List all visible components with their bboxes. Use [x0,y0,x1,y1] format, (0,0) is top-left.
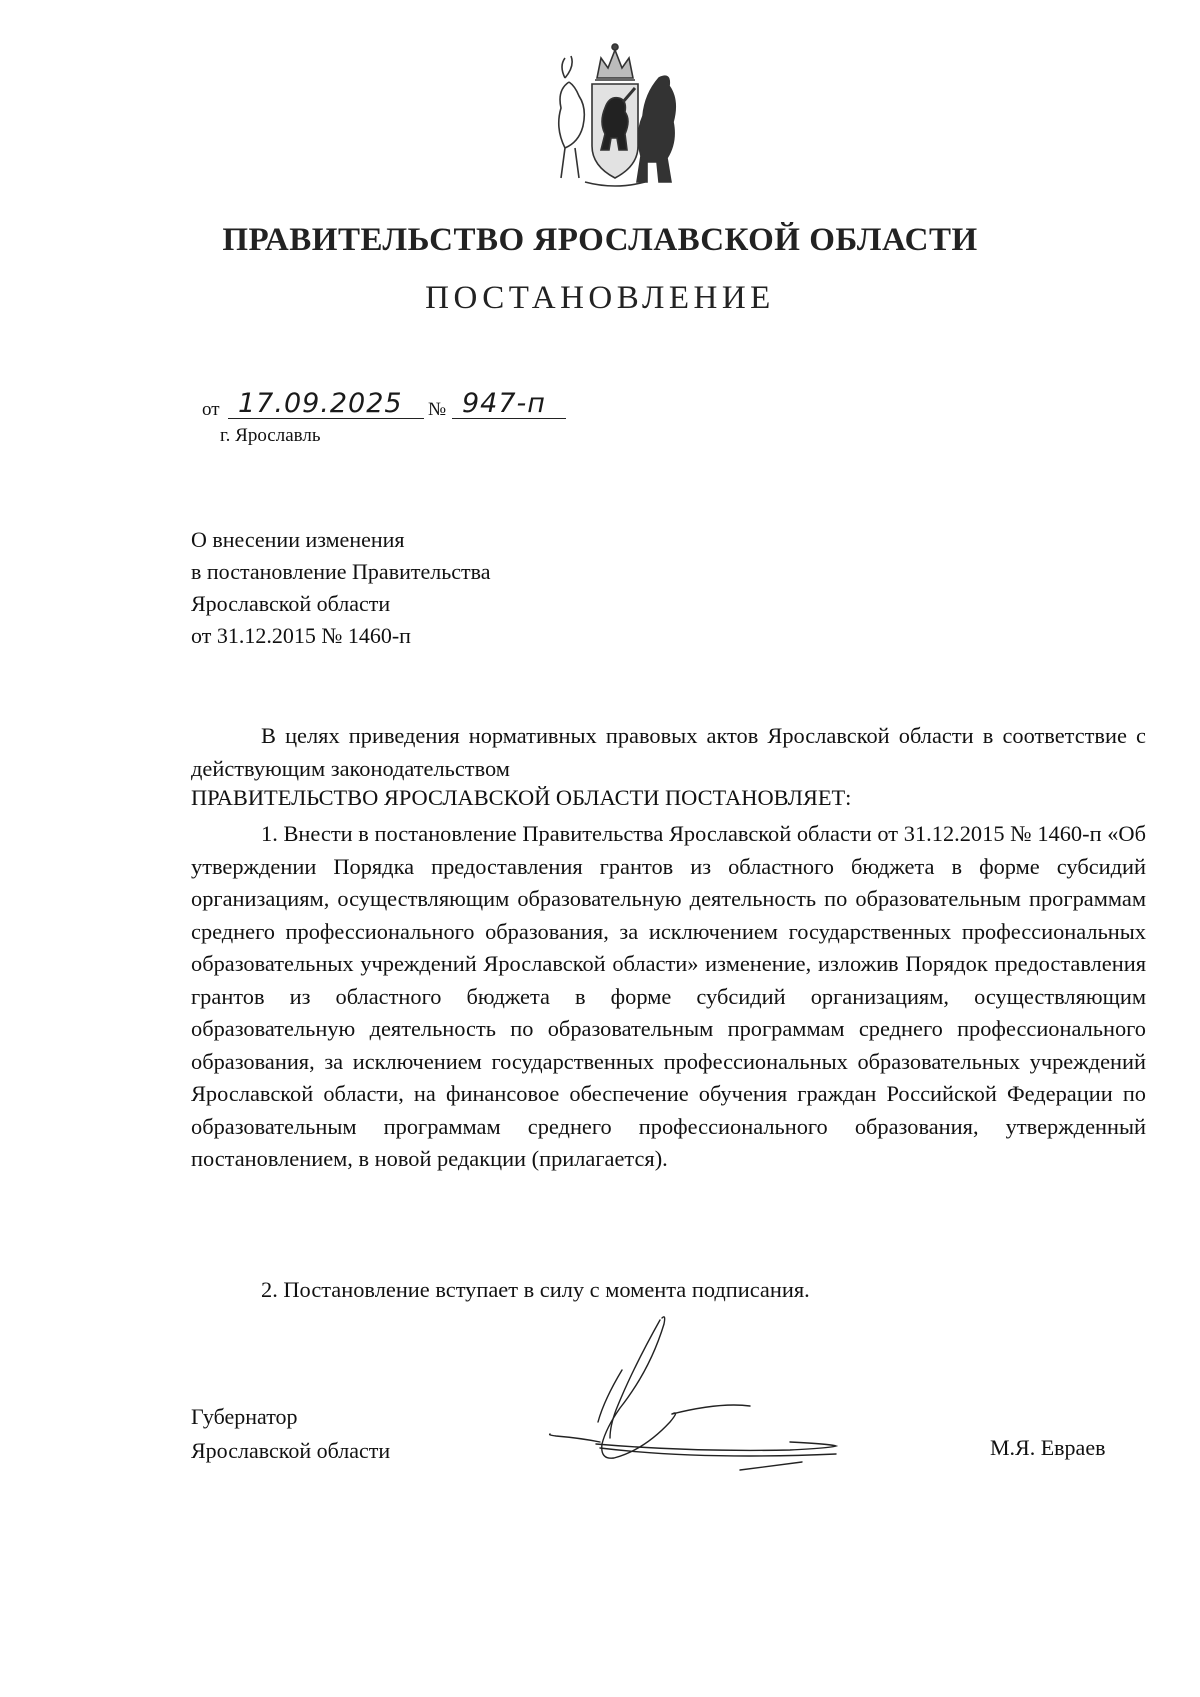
subject-line: в постановление Правительства [191,559,491,584]
date-prefix: от [202,399,220,420]
organization-title: ПРАВИТЕЛЬСТВО ЯРОСЛАВСКОЙ ОБЛАСТИ [222,222,978,258]
number-prefix: № [428,399,447,420]
signatory-title [191,1400,390,1468]
registration-line [202,385,582,425]
signatory-title-line: Ярославской области [191,1438,391,1463]
subject-line: Ярославской области [191,591,391,616]
coat-of-arms-emblem [535,38,695,198]
signatory-name: М.Я. Евраев [990,1435,1106,1460]
signatory-title-line: Губернатор [191,1404,298,1429]
subject-line: О внесении изменения [191,527,405,552]
decree-item-2: 2. Постановление вступает в силу с момента подписания. [261,1277,810,1302]
decree-statement: ПРАВИТЕЛЬСТВО ЯРОСЛАВСКОЙ ОБЛАСТИ ПОСТАНОВЛЯЕТ: [191,785,852,810]
intro-text: В целях приведения нормативных правовых актов Ярославской области в соответствие с действующим законодательством [191,723,1146,781]
intro-paragraph [191,720,1146,785]
document-type: ПОСТАНОВЛЕНИЕ [425,280,775,316]
decree-item-1: 1. Внести в постановление Правительства Ярославской области от 31.12.2015 № 1460-п «Об утверждении Порядка предоставления грантов из областного бюджета в форме субсидий организациям, осуществляющим образовательную деятельность по образовательным программам среднего профессионального образования, за исключением государственных профессиональных образовательных учреждений Ярославской области» изменение, изложив Порядок предоставления грантов из областного бюджета в форме субсидий организациям, осуществляющим образовательную деятельность по образовательным программам среднего профессионального образования, за исключением государственных профессиональных образовательных учреждений Ярославской области, на финансовое обеспечение обучения граждан Российской Федерации по образовательным программам среднего профессионального образования, утвержденный постановлением, в новой редакции (прилагается). [191,821,1146,1171]
handwritten-signature [540,1310,920,1500]
city: г. Ярославль [220,425,321,446]
subject-line: от 31.12.2015 № 1460-п [191,623,411,648]
handwritten-date: 17.09.2025 [238,388,403,419]
handwritten-number: 947-п [462,388,546,419]
document-subject [191,524,491,652]
